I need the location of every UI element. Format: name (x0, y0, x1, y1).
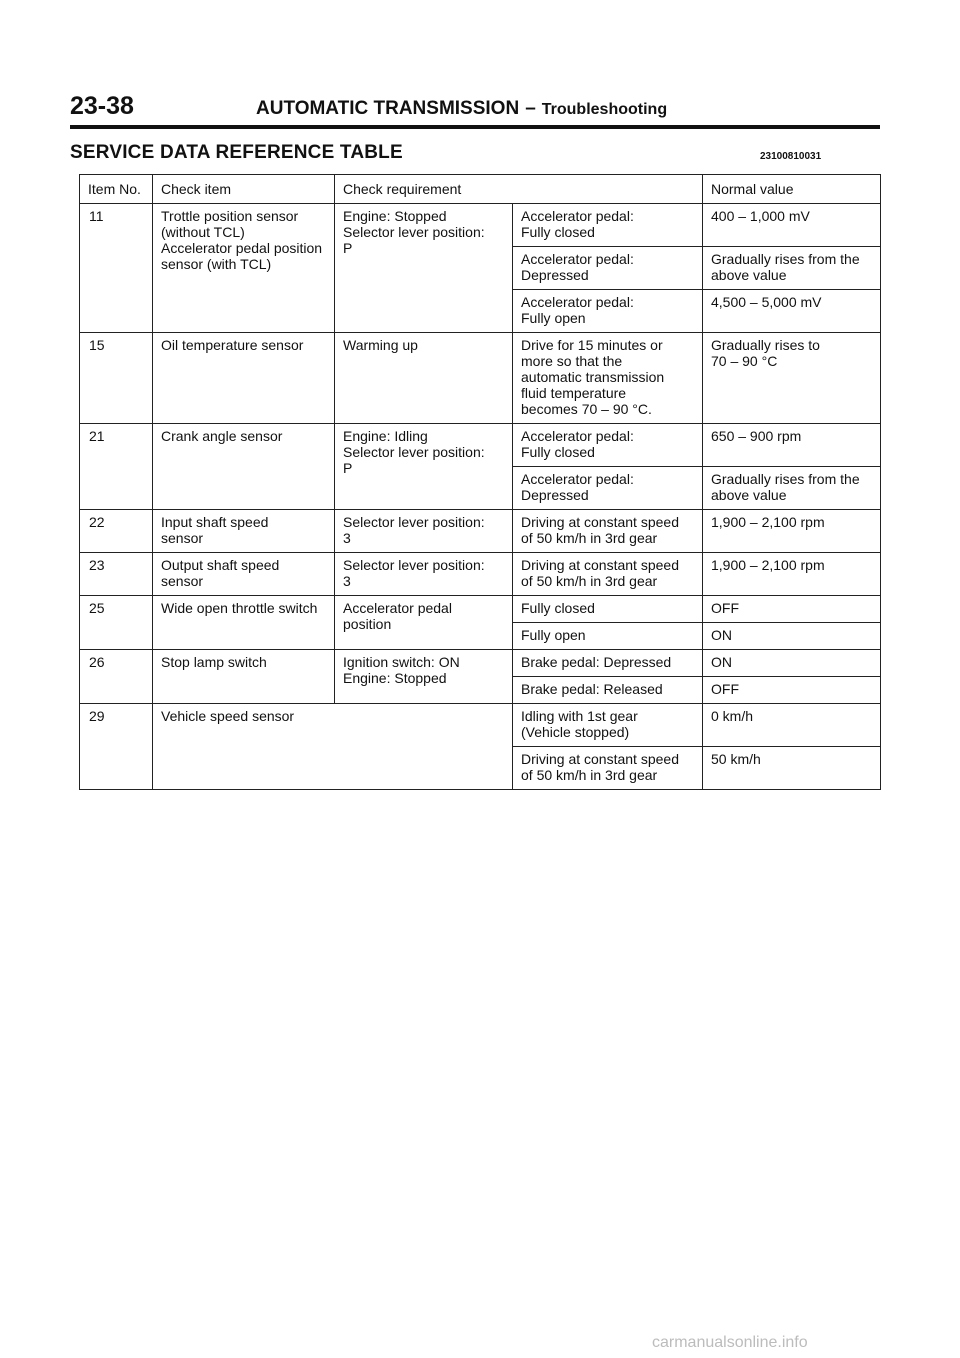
normal-value: OFF (703, 677, 881, 704)
page-header (70, 92, 880, 124)
normal-value: 50 km/h (703, 747, 881, 790)
check-item (153, 204, 335, 333)
check-item-text: Accelerator pedal position sensor (with TCL) (161, 240, 323, 272)
normal-value: ON (703, 650, 881, 677)
requirement: Drive for 15 minutes or more so that the automatic transmission fluid temperature becomes 70 – 90 °C. (513, 333, 703, 424)
table-row (80, 553, 881, 596)
normal-value: OFF (703, 596, 881, 623)
check-item: Oil temperature sensor (153, 333, 335, 424)
item-number: 21 (80, 424, 153, 510)
header-rule (70, 125, 880, 129)
requirement: Driving at constant speed of 50 km/h in 3rd gear (513, 553, 703, 596)
condition: Engine: Stopped Selector lever position: P (335, 204, 513, 333)
condition: Selector lever position: 3 (335, 510, 513, 553)
requirement: Fully open (513, 623, 703, 650)
header-item-no: Item No. (80, 175, 153, 204)
requirement: Fully closed (513, 596, 703, 623)
normal-value: 1,900 – 2,100 rpm (703, 510, 881, 553)
table-row (80, 650, 881, 677)
check-item: Crank angle sensor (153, 424, 335, 510)
check-item: Wide open throttle switch (153, 596, 335, 650)
requirement: Accelerator pedal: Fully closed (513, 424, 703, 467)
normal-value: 1,900 – 2,100 rpm (703, 553, 881, 596)
table-row (80, 704, 881, 747)
item-number: 29 (80, 704, 153, 790)
check-item-text: Trottle position sensor (without TCL) (161, 208, 299, 240)
header-check-requirement: Check requirement (335, 175, 703, 204)
requirement: Accelerator pedal: Fully open (513, 290, 703, 333)
table-row (80, 510, 881, 553)
section-title (256, 98, 667, 120)
section-name: AUTOMATIC TRANSMISSION (256, 98, 520, 119)
requirement: Driving at constant speed of 50 km/h in 3rd gear (513, 510, 703, 553)
check-item: Vehicle speed sensor (153, 704, 513, 790)
condition: Engine: Idling Selector lever position: P (335, 424, 513, 510)
reference-code: 23100810031 (760, 151, 822, 162)
subsection-name: Troubleshooting (541, 101, 668, 118)
table-row (80, 424, 881, 467)
normal-value: Gradually rises to 70 – 90 °C (703, 333, 881, 424)
item-number: 26 (80, 650, 153, 704)
check-item: Input shaft speed sensor (153, 510, 335, 553)
table-row (80, 596, 881, 623)
requirement: Accelerator pedal: Fully closed (513, 204, 703, 247)
table-row (80, 204, 881, 247)
item-number: 11 (80, 204, 153, 333)
check-item: Stop lamp switch (153, 650, 335, 704)
normal-value: 4,500 – 5,000 mV (703, 290, 881, 333)
item-number: 22 (80, 510, 153, 553)
service-data-table (79, 174, 881, 790)
condition: Warming up (335, 333, 513, 424)
normal-value: 400 – 1,000 mV (703, 204, 881, 247)
header-normal-value: Normal value (703, 175, 881, 204)
page-number: 23-38 (70, 92, 134, 120)
table-header-row (80, 175, 881, 204)
table-title: SERVICE DATA REFERENCE TABLE (70, 142, 403, 163)
item-number: 23 (80, 553, 153, 596)
normal-value: 650 – 900 rpm (703, 424, 881, 467)
requirement: Driving at constant speed of 50 km/h in 3rd gear (513, 747, 703, 790)
footer-watermark: carmanualsonline.info (652, 1334, 808, 1351)
requirement: Accelerator pedal: Depressed (513, 247, 703, 290)
requirement: Accelerator pedal: Depressed (513, 467, 703, 510)
normal-value: 0 km/h (703, 704, 881, 747)
requirement: Brake pedal: Released (513, 677, 703, 704)
table-row (80, 333, 881, 424)
normal-value: Gradually rises from the above value (703, 467, 881, 510)
requirement: Brake pedal: Depressed (513, 650, 703, 677)
title-separator: – (525, 98, 536, 119)
header-check-item: Check item (153, 175, 335, 204)
condition: Ignition switch: ON Engine: Stopped (335, 650, 513, 704)
condition: Accelerator pedal position (335, 596, 513, 650)
check-item: Output shaft speed sensor (153, 553, 335, 596)
item-number: 15 (80, 333, 153, 424)
requirement: Idling with 1st gear (Vehicle stopped) (513, 704, 703, 747)
normal-value: Gradually rises from the above value (703, 247, 881, 290)
normal-value: ON (703, 623, 881, 650)
item-number: 25 (80, 596, 153, 650)
condition: Selector lever position: 3 (335, 553, 513, 596)
